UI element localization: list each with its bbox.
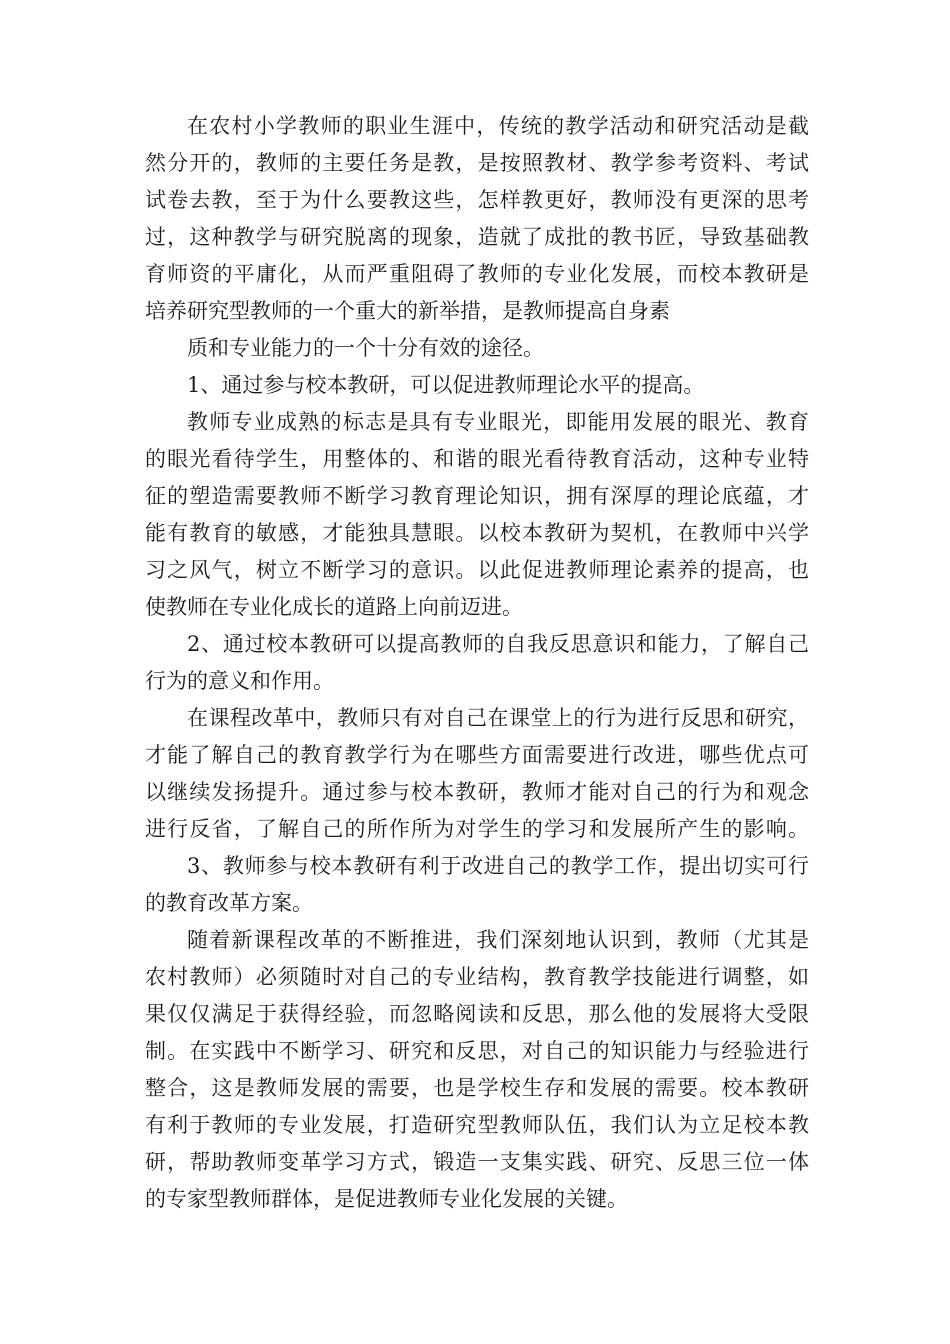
paragraph-intro-continued <box>145 330 809 367</box>
text-line: 2、通过校本教研可以提高教师的自我反思意识和能力，了解自己 <box>187 632 809 656</box>
heading-point-3 <box>145 848 809 922</box>
text-line: 研，帮助教师变革学习方式，锻造一支集实践、研究、反思三位一体 <box>145 1150 809 1174</box>
text-line: 随着新课程改革的不断推进，我们深刻地认识到，教师（尤其是 <box>187 928 809 952</box>
heading-point-2 <box>145 626 809 700</box>
text-line: 的教育改革方案。 <box>145 891 313 915</box>
paragraph-point-1 <box>145 404 809 626</box>
text-line: 培养研究型教师的一个重大的新举措，是教师提高自身素 <box>145 299 670 323</box>
text-line: 过，这种教学与研究脱离的现象，造就了成批的教书匠，导致基础教 <box>145 225 809 249</box>
text-line: 育师资的平庸化，从而严重阻碍了教师的专业化发展，而校本教研是 <box>145 262 809 286</box>
text-line: 有利于教师的专业发展，打造研究型教师队伍，我们认为立足校本教 <box>145 1113 809 1137</box>
text-line: 3、教师参与校本教研有利于改进自己的教学工作，提出切实可行 <box>187 854 809 878</box>
text-line: 使教师在专业化成长的道路上向前迈进。 <box>145 595 523 619</box>
text-line: 质和专业能力的一个十分有效的途径。 <box>187 336 544 360</box>
document-page <box>145 108 809 1218</box>
text-line: 果仅仅满足于获得经验，而忽略阅读和反思，那么他的发展将大受限 <box>145 1002 809 1026</box>
paragraph-intro <box>145 108 809 330</box>
text-line: 习之风气，树立不断学习的意识。以此促进教师理论素养的提高，也 <box>145 558 809 582</box>
text-line: 然分开的，教师的主要任务是教，是按照教材、教学参考资料、考试 <box>145 151 809 175</box>
text-line: 整合，这是教师发展的需要，也是学校生存和发展的需要。校本教研 <box>145 1076 809 1100</box>
text-line: 制。在实践中不断学习、研究和反思，对自己的知识能力与经验进行 <box>145 1039 809 1063</box>
heading-point-1 <box>145 367 809 404</box>
text-line: 才能了解自己的教育教学行为在哪些方面需要进行改进，哪些优点可 <box>145 743 809 767</box>
text-line: 征的塑造需要教师不断学习教育理论知识，拥有深厚的理论底蕴，才 <box>145 484 809 508</box>
text-line: 在农村小学教师的职业生涯中，传统的教学活动和研究活动是截 <box>187 114 809 138</box>
text-line: 在课程改革中，教师只有对自己在课堂上的行为进行反思和研究， <box>187 706 809 730</box>
paragraph-point-3 <box>145 922 809 1218</box>
text-line: 能有教育的敏感，才能独具慧眼。以校本教研为契机，在教师中兴学 <box>145 521 809 545</box>
text-line: 行为的意义和作用。 <box>145 669 334 693</box>
text-line: 教师专业成熟的标志是具有专业眼光，即能用发展的眼光、教育 <box>187 410 809 434</box>
text-line: 1、通过参与校本教研，可以促进教师理论水平的提高。 <box>187 373 705 397</box>
text-line: 的眼光看待学生，用整体的、和谐的眼光看待教育活动，这种专业特 <box>145 447 809 471</box>
text-line: 试卷去教，至于为什么要教这些，怎样教更好，教师没有更深的思考 <box>145 188 809 212</box>
text-line: 以继续发扬提升。通过参与校本教研，教师才能对自己的行为和观念 <box>145 780 809 804</box>
text-line: 的专家型教师群体，是促进教师专业化发展的关键。 <box>145 1187 628 1211</box>
text-line: 进行反省，了解自己的所作所为对学生的学习和发展所产生的影响。 <box>145 817 809 841</box>
paragraph-point-2 <box>145 700 809 848</box>
text-line: 农村教师）必须随时对自己的专业结构，教育教学技能进行调整，如 <box>145 965 809 989</box>
